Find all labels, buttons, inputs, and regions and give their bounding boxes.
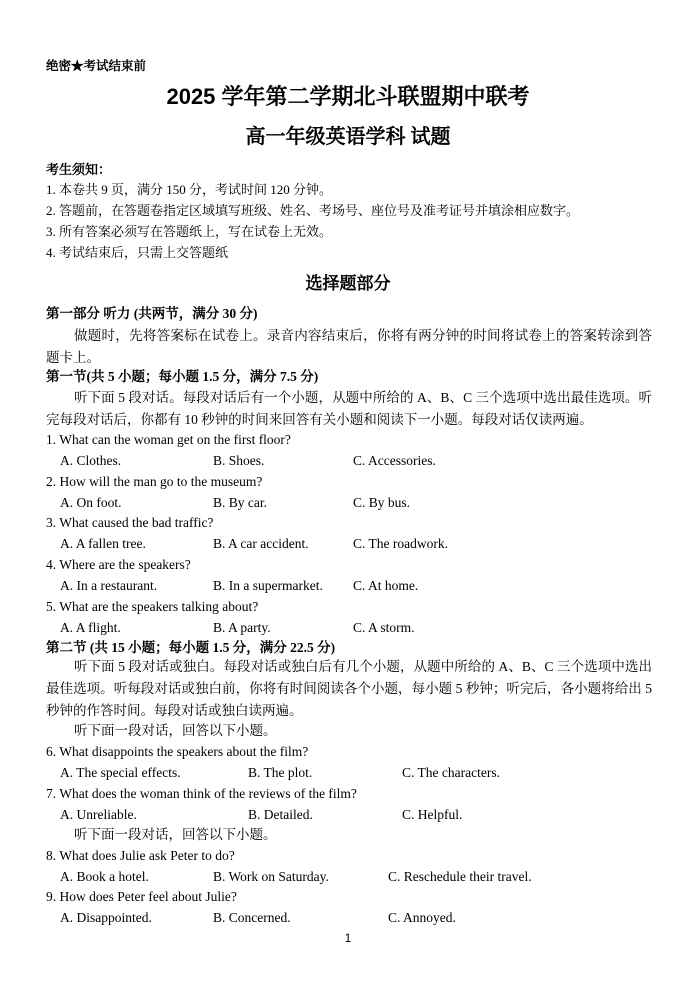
option-a: A. In a restaurant. [60, 578, 158, 593]
section1-intro: 听下面 5 段对话。每段对话后有一个小题，从题中所给的 A、B、C 三个选项中选出最佳选项。听完每段对话后，你都有 10 秒钟的时间来回答有关小题和阅读下一小题。每段对话仅读两遍。 [46, 390, 652, 427]
option-a: A. A flight. [60, 620, 121, 635]
question-8: 8. What does Julie ask Peter to do? [46, 848, 235, 863]
option-c: C. The characters. [402, 765, 500, 780]
page-number: 1 [344, 931, 352, 945]
section-title: 选择题部分 [305, 274, 391, 293]
option-c: C. The roadwork. [353, 536, 448, 551]
option-b: B. The plot. [248, 765, 313, 780]
option-b: B. Shoes. [213, 453, 265, 468]
option-a: A. Disappointed. [60, 910, 152, 925]
option-a: A. A fallen tree. [60, 536, 146, 551]
question-5: 5. What are the speakers talking about? [46, 599, 259, 614]
subject-title: 高一年级英语学科 试题 [245, 126, 451, 148]
exam-title: 2025 学年第二学期北斗联盟期中联考 [166, 84, 530, 109]
notice-item: 3. 所有答案必须写在答题纸上，写在试卷上无效。 [46, 224, 333, 239]
option-c: C. Helpful. [402, 807, 463, 822]
question-1: 1. What can the woman get on the first floor? [46, 432, 291, 447]
option-a: A. On foot. [60, 495, 122, 510]
question-3: 3. What caused the bad traffic? [46, 515, 214, 530]
option-a: A. Clothes. [60, 453, 122, 468]
question-4: 4. Where are the speakers? [46, 557, 191, 572]
notice-item: 2. 答题前，在答题卷指定区域填写班级、姓名、考场号、座位号及准考证号并填涂相应数字。 [46, 203, 580, 218]
notice-item: 4. 考试结束后，只需上交答题纸 [46, 245, 229, 260]
listen-note: 听下面一段对话，回答以下小题。 [74, 827, 277, 842]
option-c: C. Reschedule their travel. [388, 869, 532, 884]
option-a: A. Book a hotel. [60, 869, 149, 884]
question-7: 7. What does the woman think of the reviews of the film? [46, 786, 357, 801]
listen-note: 听下面一段对话，回答以下小题。 [74, 723, 277, 738]
option-c: C. By bus. [353, 495, 411, 510]
option-b: B. Detailed. [248, 807, 313, 822]
notice-heading: 考生须知： [46, 162, 112, 177]
part1-intro: 做题时，先将答案标在试卷上。录音内容结束后，你将有两分钟的时间将试卷上的答案转涂到答题卡上。 [46, 328, 652, 365]
option-b: B. Concerned. [213, 910, 291, 925]
section2-intro: 听下面 5 段对话或独白。每段对话或独白后有几个小题，从题中所给的 A、B、C 三个选项中选出最佳选项。听每段对话或独白前，你将有时间阅读各个小题，每小题 5 秒钟；听完后，各小题将给出 5 秒钟的作答时间。每段对话或独白读两遍。 [46, 659, 652, 718]
option-a: A. Unreliable. [60, 807, 137, 822]
question-9: 9. How does Peter feel about Julie? [46, 889, 237, 904]
option-c: C. A storm. [353, 620, 415, 635]
section2-heading: 第二节 (共 15 小题；每小题 1.5 分，满分 22.5 分) [46, 640, 336, 655]
notice-item: 1. 本卷共 9 页，满分 150 分，考试时间 120 分钟。 [46, 182, 333, 197]
confidential-label: 绝密★考试结束前 [46, 59, 147, 73]
option-c: C. Accessories. [353, 453, 436, 468]
part1-heading: 第一部分 听力 (共两节，满分 30 分) [46, 306, 258, 321]
question-6: 6. What disappoints the speakers about the film? [46, 744, 309, 759]
option-c: C. At home. [353, 578, 419, 593]
option-b: B. A car accident. [213, 536, 309, 551]
option-a: A. The special effects. [60, 765, 181, 780]
option-c: C. Annoyed. [388, 910, 456, 925]
option-b: B. Work on Saturday. [213, 869, 329, 884]
question-2: 2. How will the man go to the museum? [46, 474, 263, 489]
option-b: B. By car. [213, 495, 267, 510]
option-b: B. A party. [213, 620, 271, 635]
option-b: B. In a supermarket. [213, 578, 323, 593]
section1-heading: 第一节(共 5 小题；每小题 1.5 分，满分 7.5 分) [46, 369, 319, 384]
